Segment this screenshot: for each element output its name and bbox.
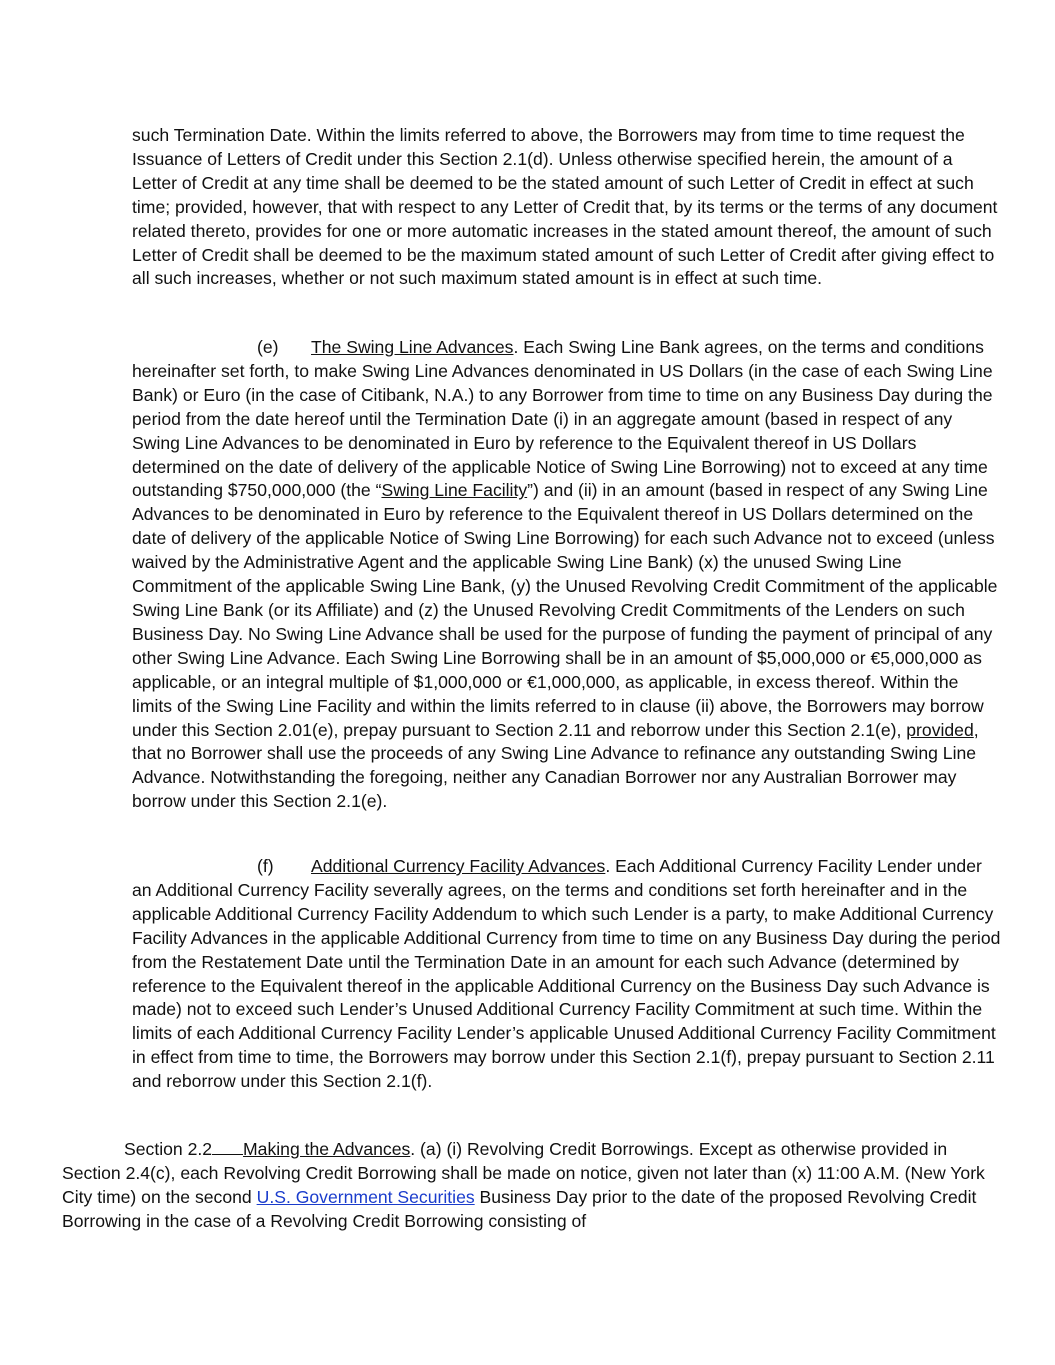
paragraph-number: (f) — [257, 856, 274, 876]
defined-term: Swing Line Facility — [381, 480, 528, 501]
paragraph-swing-line-advances — [132, 336, 1002, 814]
paragraph-text: . Each Swing Line Bank agrees, on the terms and conditions hereinafter set forth, to make Swing Line Advances denominated in US Dollars (in the case of each Swing Line Bank) or Euro (in the case of Citibank, N.A.) to any Borrower from time to time on any Business Day during the period from the date hereof until the Termination Date (i) in an aggregate amount (based in respect of any Swing Line Advances to be denominated in Euro by reference to the Equivalent thereof in US Dollars determined on the date of delivery of the applicable Notice of Swing Line Borrowing) not to exceed at any time outstanding $750,000,000 (the “ — [132, 337, 993, 501]
section-2-2 — [62, 1138, 1002, 1234]
heading-tab-underline — [212, 1153, 243, 1155]
paragraph-additional-currency — [132, 855, 1002, 1094]
paragraph-text: such Termination Date. Within the limits referred to above, the Borrowers may from time to time request the Issuance of Letters of Credit under this Section 2.1(d). Unless otherwise specified herein, the amount of a Letter of Credit at any time shall be deemed to be the stated amount of such Letter of Credit in effect at such time; provided, however, that with respect to any Letter of Credit that, by its terms or the terms of any document related thereto, provides for one or more automatic increases in the stated amount thereof, the amount of such Letter of Credit shall be deemed to be the maximum stated amount of such Letter of Credit after giving effect to all such increases, whether or not such maximum stated amount is in effect at such time. — [132, 125, 998, 289]
section-heading: Making the Advances — [243, 1139, 411, 1159]
paragraph-number: (e) — [257, 337, 279, 357]
paragraph-termination-date — [132, 124, 1002, 291]
section-text: Business Day prior to the date of the proposed Revolving Credit Borrowing in the case of a Revolving Credit Borrowing consisting of — [62, 1186, 977, 1231]
paragraph-text: , that no Borrower shall use the proceeds of any Swing Line Advance to refinance any outstanding Swing Line Advance. Notwithstanding the foregoing, neither any Canadian Borrower nor any Australian Borrower may borrow under this Section 2.1(e). — [132, 719, 979, 812]
paragraph-heading: Additional Currency Facility Advances — [311, 856, 606, 876]
government-securities-link[interactable]: U.S. Government Securities — [256, 1186, 475, 1207]
section-label: Section 2.2 — [124, 1139, 213, 1159]
provided-term: provided — [906, 719, 974, 740]
paragraph-text: ”) and (ii) in an amount (based in respect of any Swing Line Advances to be denominated in Euro by reference to the Equivalent thereof in US Dollars determined on the date of delivery of the applicable Notice of Swing Line Borrowing) for each such Advance not to exceed (unless waived by the Administrative Agent and the applicable Swing Line Bank) (x) the unused Swing Line Commitment of the applicable Swing Line Bank, (y) the Unused Revolving Credit Commitment of the applicable Swing Line Bank (or its Affiliate) and (z) the Unused Revolving Credit Commitments of the Lenders on such Business Day. No Swing Line Advance shall be used for the purpose of funding the payment of principal of any other Swing Line Advance. Each Swing Line Borrowing shall be in an amount of $5,000,000 or €5,000,000 as applicable, or an integral multiple of $1,000,000 or €1,000,000, as applicable, in excess thereof. Within the limits of the Swing Line Facility and within the limits referred to in clause (ii) above, the Borrowers may borrow under this Section 2.01(e), prepay pursuant to Section 2.11 and reborrow under this Section 2.1(e), — [132, 480, 998, 740]
section-text: . (a) (i) Revolving Credit Borrowings. Except as otherwise provided in Section 2.4(c), each Revolving Credit Borrowing shall be made on notice, given not later than (x) 11:00 A.M. (New York City time) on the second — [62, 1139, 985, 1207]
paragraph-heading: The Swing Line Advances — [311, 337, 514, 357]
paragraph-text: . Each Additional Currency Facility Lender under an Additional Currency Facility severally agrees, on the terms and conditions set forth hereinafter and in the applicable Additional Currency Facility Addendum to which such Lender is a party, to make Additional Currency Facility Advances in the applicable Additional Currency from time to time on any Business Day during the period from the Restatement Date until the Termination Date in an amount for each such Advance (determined by reference to the Equivalent thereof in the applicable Additional Currency on the Business Day such Advance is made) not to exceed such Lender’s Unused Additional Currency Facility Commitment at such time. Within the limits of each Additional Currency Facility Lender’s applicable Unused Additional Currency Facility Commitment in effect from time to time, the Borrowers may borrow under this Section 2.1(f), prepay pursuant to Section 2.11 and reborrow under this Section 2.1(f). — [132, 856, 1001, 1092]
